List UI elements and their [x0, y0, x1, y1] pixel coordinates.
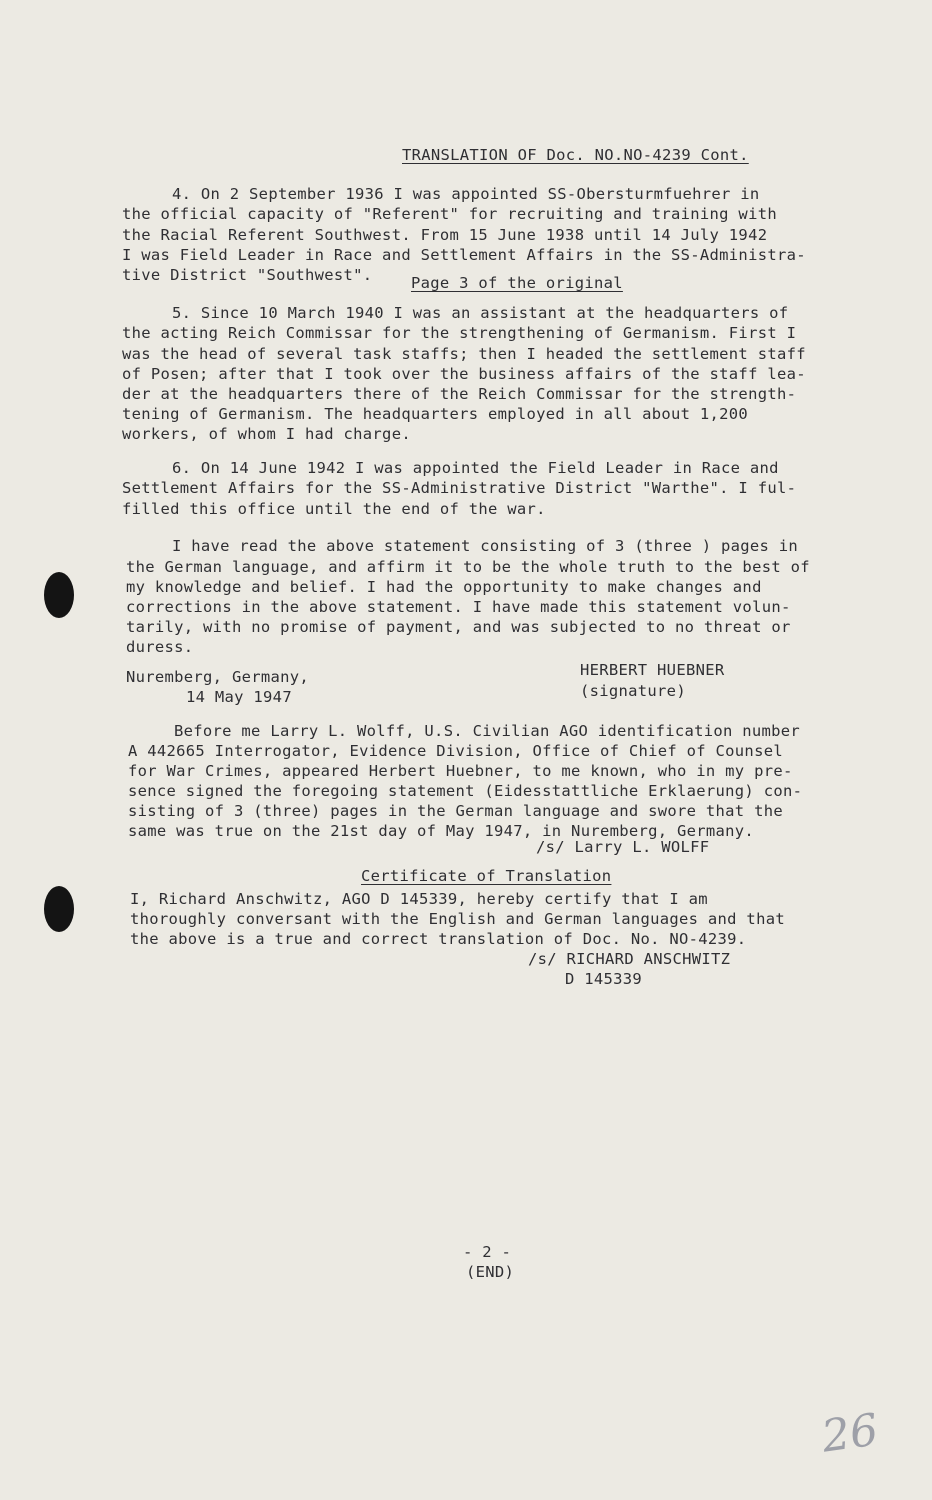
jurat-line-5: sisting of 3 (three) pages in the German language and swore that the [128, 802, 783, 820]
para5-line-1: 5. Since 10 March 1940 I was an assistant at the headquarters of [172, 304, 789, 322]
para5-line-7: workers, of whom I had charge. [122, 425, 411, 443]
para5-line-2: the acting Reich Commissar for the strengthening of Germanism. First I [122, 324, 797, 342]
punch-hole-top [44, 572, 74, 618]
affirmation-line-3: my knowledge and belief. I had the opportunity to make changes and [126, 578, 762, 596]
affirmation-line-4: corrections in the above statement. I have made this statement volun- [126, 598, 791, 616]
punch-hole-bottom [44, 886, 74, 932]
certificate-title: Certificate of Translation [361, 867, 612, 885]
certificate-line-3: the above is a true and correct translation of Doc. No. NO-4239. [130, 930, 747, 948]
signer-note: (signature) [580, 682, 686, 700]
jurat-line-1: Before me Larry L. Wolff, U.S. Civilian AGO identification number [174, 722, 801, 740]
jurat-line-2: A 442665 Interrogator, Evidence Division, Office of Chief of Counsel [128, 742, 783, 760]
page-marker: Page 3 of the original [411, 274, 623, 292]
para4-line-1: 4. On 2 September 1936 I was appointed SS-Obersturmfuehrer in [172, 185, 760, 203]
para4-line-5: tive District "Southwest". [122, 266, 373, 284]
footer-end: (END) [466, 1263, 515, 1281]
handwritten-page-number: 26 [818, 1404, 882, 1463]
para4-line-4: I was Field Leader in Race and Settlement Affairs in the SS-Administra- [122, 246, 806, 264]
footer-page-number: - 2 - [463, 1243, 512, 1261]
affirmation-line-2: the German language, and affirm it to be the whole truth to the best of [126, 558, 810, 576]
para5-line-4: of Posen; after that I took over the business affairs of the staff lea- [122, 365, 806, 383]
certificate-line-2: thoroughly conversant with the English and German languages and that [130, 910, 785, 928]
affirmation-line-5: tarily, with no promise of payment, and was subjected to no threat or [126, 618, 791, 636]
jurat-line-4: sence signed the foregoing statement (Eidesstattliche Erklaerung) con- [128, 782, 803, 800]
para6-line-1: 6. On 14 June 1942 I was appointed the Field Leader in Race and [172, 459, 779, 477]
para4-line-2: the official capacity of "Referent" for recruiting and training with [122, 205, 777, 223]
place-line: Nuremberg, Germany, [126, 668, 310, 686]
affirmation-line-6: duress. [126, 638, 194, 656]
translator-id: D 145339 [565, 970, 643, 988]
para6-line-2: Settlement Affairs for the SS-Administrative District "Warthe". I ful- [122, 479, 797, 497]
jurat-signature: /s/ Larry L. WOLFF [536, 838, 710, 856]
para5-line-3: was the head of several task staffs; then I headed the settlement staff [122, 345, 806, 363]
para4-line-3: the Racial Referent Southwest. From 15 June 1938 until 14 July 1942 [122, 226, 768, 244]
certificate-line-1: I, Richard Anschwitz, AGO D 145339, hereby certify that I am [130, 890, 708, 908]
para6-line-3: filled this office until the end of the war. [122, 500, 546, 518]
translator-signature: /s/ RICHARD ANSCHWITZ [528, 950, 731, 968]
jurat-line-3: for War Crimes, appeared Herbert Huebner, to me known, who in my pre- [128, 762, 793, 780]
jurat-line-6: same was true on the 21st day of May 1947, in Nuremberg, Germany. [128, 822, 755, 840]
para5-line-5: der at the headquarters there of the Reich Commissar for the strength- [122, 385, 797, 403]
para5-line-6: tening of Germanism. The headquarters employed in all about 1,200 [122, 405, 749, 423]
signer-name: HERBERT HUEBNER [580, 661, 725, 679]
date-line: 14 May 1947 [186, 688, 292, 706]
document-title: TRANSLATION OF Doc. NO.NO-4239 Cont. [402, 146, 749, 164]
affirmation-line-1: I have read the above statement consisting of 3 (three ) pages in [172, 537, 799, 555]
